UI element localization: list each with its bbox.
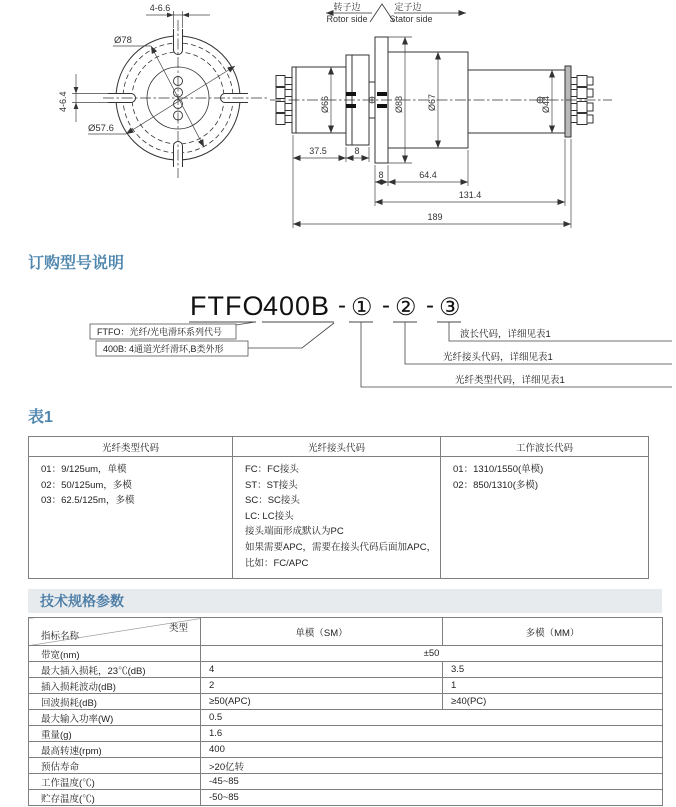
spec-value: -50~85 [201,790,663,806]
spec-name: 最大插入损耗，23℃(dB) [29,662,201,678]
model-sep-2: - [382,292,390,319]
connector-note: 如果需要APC，需要在接头代码后面加APC， [245,541,437,553]
dim-label-189: 189 [427,212,443,222]
dim-front-bolt-circle [113,35,204,147]
callout-series [90,322,255,339]
dim-label-4-66: 4-6.6 [149,3,171,13]
model-series: FTFO [190,291,265,321]
model-placeholder-2: ② [395,294,417,321]
callout-wavelength [449,322,672,341]
technical-drawing [0,0,676,242]
table1 [28,436,649,579]
spec-name: 最高转速(rpm) [29,742,201,758]
spec-row-loss-ripple [29,678,663,694]
spec-row-operating-temp [29,774,663,790]
spec-row-bandwidth [29,646,663,662]
spec-name: 最大输入功率(W) [29,710,201,726]
note-connector: 光纤接头代码，详细见表1 [443,352,553,363]
table1-header-fiber-type: 光纤类型代码 [29,437,233,457]
table1-cell-wavelengths [441,457,649,579]
note-series: FTFO：光纤/光电滑环系列代号 [97,327,222,337]
spec-row-max-speed [29,742,663,758]
spec-row-insertion-loss [29,662,663,678]
note-wavelength: 波长代码，详细见表1 [460,329,551,340]
table1-header-wavelength: 工作波长代码 [441,437,649,457]
spec-value-mm: 1 [443,678,663,694]
dim-label-d44: Ø44 [541,95,551,113]
section-title-table1: 表1 [28,409,53,426]
wavelength-option: 01：1310/1550(单模) [453,464,544,475]
spec-row-max-power [29,710,663,726]
connector-option: ST：ST接头 [245,479,298,491]
connector-note: 比如：FC/APC [245,557,309,569]
spec-value-sm: 2 [201,678,443,694]
table1-header-row [29,437,649,457]
connector-option: FC：FC接头 [245,464,299,475]
dim-label-d576: Ø57.6 [88,123,114,134]
spec-value: ±50 [201,646,663,662]
spec-name: 带宽(nm) [29,646,201,662]
stator-side-en: Stator side [389,14,433,24]
dim-label-d66: Ø66 [320,95,330,113]
connector-option: SC：SC接头 [245,495,300,507]
section-title-ordering: 订购型号说明 [28,255,125,272]
rotor-side-en: Rotor side [326,14,368,24]
spec-header-row [29,618,663,646]
rotor-side-cn: 转子边 [333,2,361,12]
spec-row-lifetime [29,758,663,774]
spec-value-sm: ≥50(APC) [201,694,443,710]
spec-corner-type: 类型 [168,623,188,634]
connector-note: 接头端面形成默认为PC [245,526,344,538]
fiber-type-option: 01：9/125um，单模 [41,464,127,475]
spec-value: -45~85 [201,774,663,790]
spec-value: 0.5 [201,710,663,726]
stator-side-cn: 定子边 [394,2,422,12]
dim-label-64-4: 64.4 [419,170,437,180]
spec-value-mm: 3.5 [443,662,663,678]
dim-label-131-4: 131.4 [458,190,482,200]
spec-value-sm: 4 [201,662,443,678]
connector-option: LC: LC接头 [245,510,294,522]
spec-value-mm: ≥40(PC) [443,694,663,710]
table1-cell-fiber-types [29,457,233,579]
note-fiber-type: 光纤类型代码，详细见表1 [455,375,565,386]
dim-label-8a: 8 [354,146,360,156]
spec-col-multimode: 多模（MM） [443,618,663,646]
model-sep-1: - [338,292,346,319]
rotor-stator-labels [326,1,466,24]
fiber-type-option: 02：50/125um，多模 [41,479,132,491]
spec-name: 重量(g) [29,726,201,742]
dim-label-4-64: 4-6.4 [58,91,68,112]
spec-name: 预估寿命 [29,758,201,774]
dim-label-37-5: 37.5 [309,146,327,156]
dim-label-d78: Ø78 [114,35,132,46]
spec-table [28,617,663,806]
table1-cell-connectors [233,457,441,579]
spec-corner-cell [29,618,201,646]
dim-label-d67: Ø67 [427,93,437,111]
table1-body-row [29,457,649,579]
spec-row-return-loss [29,694,663,710]
spec-value: 400 [201,742,663,758]
spec-name: 插入损耗波动(dB) [29,678,201,694]
model-placeholder-1: ① [351,294,373,321]
section-title-specs: 技术规格参数 [28,589,662,613]
spec-name: 回波损耗(dB) [29,694,201,710]
dim-front-holes-left [58,74,108,122]
model-sep-3: - [426,292,434,319]
note-size-code: 400B: 4通道光纤滑环,B类外形 [103,344,224,354]
table1-header-connector: 光纤接头代码 [233,437,441,457]
spec-name: 贮存温度(℃) [29,790,201,806]
fiber-type-option: 03：62.5/125m，多模 [41,495,135,507]
spec-corner-name: 指标名称 [41,631,80,642]
spec-col-singlemode: 单模（SM） [201,618,443,646]
side-view [270,1,612,228]
spec-row-storage-temp [29,790,663,806]
dim-label-d88: Ø88 [394,95,404,113]
model-size-code: 400B [263,291,331,321]
spec-value: >20亿转 [201,758,663,774]
model-placeholder-3: ③ [439,294,461,321]
spec-value: 1.6 [201,726,663,742]
ordering-diagram [0,282,676,402]
spec-name: 工作温度(℃) [29,774,201,790]
side-length-dims [293,135,571,228]
front-view [58,3,268,178]
model-code [190,291,461,321]
wavelength-option: 02：850/1310(多模) [453,479,539,491]
dim-label-8b: 8 [378,170,384,180]
spec-row-weight [29,726,663,742]
